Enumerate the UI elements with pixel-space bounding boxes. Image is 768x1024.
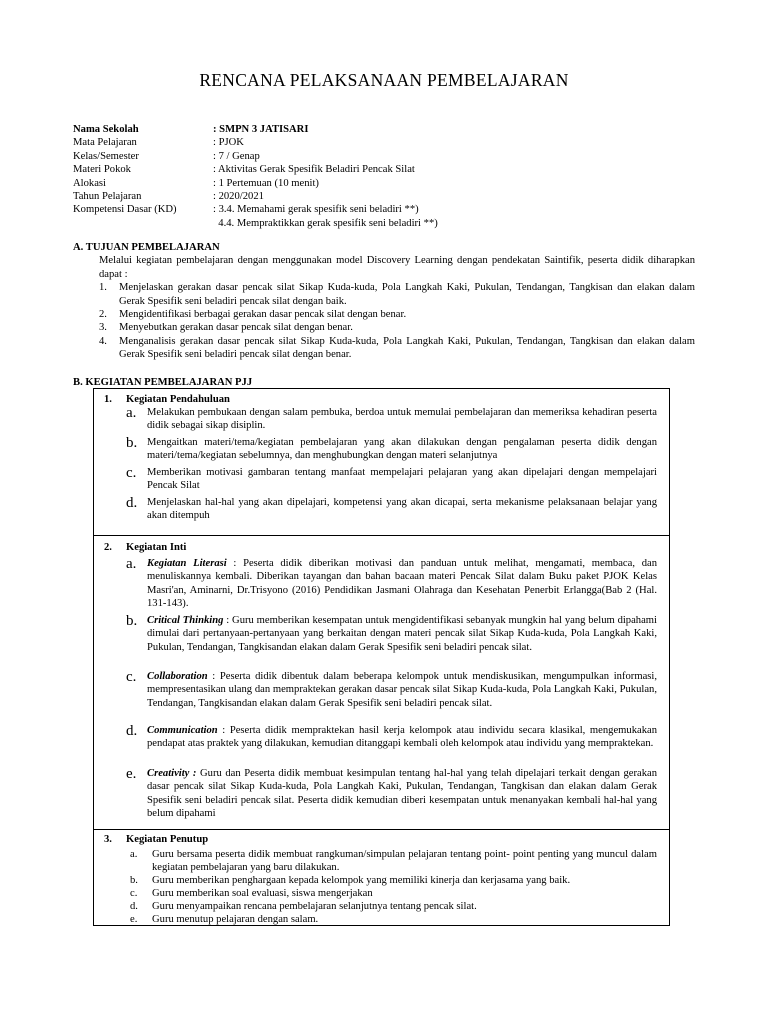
info-label: Nama Sekolah (73, 124, 139, 135)
list-item (126, 406, 657, 433)
item-desc: Guru dan Peserta didik membuat kesimpulan tentang hal-hal yang telah dipelajari terkait dengan gerakan dasar pencak silat Sikap Kuda-kuda, Pola Langkah Kaki, Pukulan, Tendangan, Tangkisan dan elakan dalam Gerak Spesifik seni beladiri pencak silat. Peserta didik kemudian diberi kesempatan untuk menanyakan kembali hal-hal yang belum dipahami (147, 768, 657, 820)
item-letter: c. (126, 669, 137, 685)
cell-heading (104, 833, 208, 846)
document-title: RENCANA PELAKSANAAN PEMBELAJARAN (199, 70, 569, 90)
item-letter: a. (130, 849, 138, 860)
info-label: Mata Pelajaran (73, 137, 137, 149)
info-row (73, 123, 693, 136)
info-label: Kelas/Semester (73, 150, 139, 162)
item-desc: : Peserta didik mempraktekan hasil kerja kelompok atau individu secara klasikal, mengemukakan pendapat atas praktek yang dilakukan, kemudian ditanggapi kembali oleh kelompok atau individu yang mempraktekan. (147, 725, 657, 750)
info-row (73, 203, 693, 216)
item-letter: b. (126, 435, 138, 451)
list-item (126, 874, 657, 887)
list-item (126, 614, 657, 654)
info-value: : SMPN 3 JATISARI (213, 124, 309, 135)
info-row (73, 217, 693, 230)
list-item (126, 670, 657, 710)
item-text: Melakukan pembukaan dengan salam pembuka, berdoa untuk memulai pembelajaran dan memeriksa kehadiran peserta didik sebagai sikap disiplin. (147, 407, 657, 432)
item-key: Communication (147, 725, 218, 736)
item-text: Guru menyampaikan rencana pembelajaran selanjutnya tentang pencak silat. (152, 901, 477, 912)
list-item (126, 913, 657, 926)
list-item (126, 496, 657, 523)
info-value: : PJOK (213, 137, 244, 149)
list-item (126, 887, 657, 900)
item-text (147, 557, 657, 611)
info-row (73, 150, 693, 163)
info-label: Materi Pokok (73, 164, 131, 176)
list-item (126, 724, 657, 751)
info-value: : 2020/2021 (213, 190, 264, 202)
item-letter: e. (130, 914, 138, 925)
info-label (73, 217, 213, 230)
list-item (126, 767, 657, 821)
item-text (147, 724, 657, 751)
table-cell-pendahuluan (93, 388, 670, 536)
list-item (73, 321, 695, 334)
item-letter: a. (126, 405, 137, 421)
item-number: 4. (99, 335, 107, 347)
info-label: Alokasi (73, 177, 106, 189)
item-text: Menyebutkan gerakan dasar pencak silat dengan benar. (119, 322, 353, 334)
item-letter: d. (126, 495, 138, 511)
item-desc: : Peserta didik dibentuk dalam beberapa kelompok untuk mendiskusikan, mengumpulkan informasi, mempresentasikan ulang dan mempraktekan gerakan dasar pencak silat Sikap Kuda-kuda, Pola Langkah Kaki, Pukulan, Tendangan, Tangkisandan elakan dalam Gerak Spesifik seni beladiri pencak silat. (147, 671, 657, 709)
item-text: Mengaitkan materi/tema/kegiatan pembelajaran yang akan dilakukan dengan pengalaman peserta didik dengan materi/tema/kegiatan sebelumnya, dan menghubungkan dengan materi selanjutnya (147, 437, 657, 462)
item-text: Mengidentifikasi berbagai gerakan dasar pencak silat dengan benar. (119, 309, 407, 321)
item-text (147, 767, 657, 821)
item-text: Menjelaskan gerakan dasar pencak silat Sikap Kuda-kuda, Pola Langkah Kaki, Pukulan, Tendangan, Tangkisan dan elakan dalam Gerak Spesifik seni beladiri pencak silat dengan baik. (119, 282, 695, 307)
info-value: : 1 Pertemuan (10 menit) (213, 177, 319, 189)
list-item (73, 308, 695, 321)
list-item (126, 557, 657, 611)
info-value: 4.4. Mempraktikkan gerak spesifik seni beladiri **) (213, 217, 438, 229)
section-heading: A. TUJUAN PEMBELAJARAN (73, 242, 220, 253)
info-label: Tahun Pelajaran (73, 190, 142, 202)
item-key: Collaboration (147, 671, 208, 682)
item-text: Guru menutup pelajaran dengan salam. (152, 914, 319, 925)
cell-heading (104, 393, 230, 406)
cell-number: 3. (104, 834, 112, 845)
item-text (147, 670, 657, 710)
item-letter: d. (126, 723, 138, 739)
item-text: Guru bersama peserta didik membuat rangkuman/simpulan pelajaran tentang point- point penting yang muncul dalam kegiatan pembelajaran yang baru dilakukan. (152, 849, 657, 874)
cell-number: 1. (104, 394, 112, 405)
item-letter: b. (126, 613, 138, 629)
list-item (73, 335, 695, 362)
item-text (147, 614, 657, 654)
item-number: 3. (99, 322, 107, 334)
info-row (73, 190, 693, 203)
list-item (73, 281, 695, 308)
table-cell-inti (93, 536, 670, 830)
cell-title: Kegiatan Pendahuluan (126, 394, 230, 405)
item-key: Creativity : (147, 768, 197, 779)
info-value: : 7 / Genap (213, 150, 260, 162)
identity-table (73, 123, 693, 230)
list-item (126, 900, 657, 913)
item-letter: d. (130, 901, 138, 912)
item-number: 2. (99, 309, 107, 321)
cell-title: Kegiatan Penutup (126, 834, 209, 845)
item-text: Memberikan motivasi gambaran tentang manfaat mempelajari pelajaran yang akan dipelajari dengan mempelajari Pencak Silat (147, 467, 657, 492)
item-number: 1. (99, 282, 107, 294)
info-row (73, 177, 693, 190)
item-letter: a. (126, 556, 137, 572)
item-letter: e. (126, 766, 137, 782)
item-key: Critical Thinking (147, 615, 224, 626)
info-row (73, 163, 693, 176)
info-row (73, 136, 693, 149)
item-text: Guru memberikan penghargaan kepada kelompok yang memiliki kinerja dan kerjasama yang baik. (152, 875, 571, 886)
item-letter: b. (130, 875, 138, 886)
info-value: : Aktivitas Gerak Spesifik Beladiri Pencak Silat (213, 164, 415, 176)
section-intro: Melalui kegiatan pembelajaran dengan menggunakan model Discovery Learning dengan pendekatan Saintifik, peserta didik diharapkan dapat : (99, 255, 695, 280)
list-item (126, 436, 657, 463)
item-letter: c. (126, 465, 137, 481)
item-desc: : Guru memberikan kesempatan untuk mengidentifikasi sebanyak mungkin hal yang belum dipahami dimulai dari pertanyaan-pertanyaan yang berkaitan dengan materi pencak silat Sikap Kuda-kuda, Pola Langkah Kaki, Pukulan, Tendangan, Tangkisandan elakan dalam Gerak Spesifik seni beladiri pencak silat. (147, 615, 657, 653)
item-letter: c. (130, 888, 138, 899)
cell-number: 2. (104, 542, 112, 553)
list-item (126, 848, 657, 875)
item-text: Menjelaskan hal-hal yang akan dipelajari, kompetensi yang akan dicapai, serta mekanisme pelaksanaan belajar yang akan ditempuh (147, 497, 657, 522)
section-tujuan (73, 241, 695, 362)
table-cell-penutup (93, 830, 670, 926)
cell-heading (104, 541, 186, 554)
item-desc: : Peserta didik diberikan motivasi dan panduan untuk melihat, mengamati, membaca, dan menuliskannya kembali. Diberikan tayangan dan bahan bacaan materi Pencak Silat dalam Buku paket PJOK Kelas Masri'an, Aminarni, Dr.Trisyono (2016) Pendidikan Jasmani Olahraga dan Kesehatan Penerbit Erlangga(Bab 2 (Hal. 131-143). (147, 558, 657, 610)
section-heading: B. KEGIATAN PEMBELAJARAN PJJ (73, 377, 253, 388)
item-text: Menganalisis gerakan dasar pencak silat Sikap Kuda-kuda, Pola Langkah Kaki, Pukulan, Tendangan, Tangkisan dan elakan dalam Gerak Spesifik seni beladiri pencak silat dengan benar. (119, 335, 695, 361)
item-text: Guru memberikan soal evaluasi, siswa mengerjakan (152, 888, 373, 899)
info-value: : 3.4. Memahami gerak spesifik seni beladiri **) (213, 204, 419, 216)
list-item (126, 466, 657, 493)
cell-title: Kegiatan Inti (126, 542, 187, 553)
info-label: Kompetensi Dasar (KD) (73, 204, 177, 216)
item-key: Kegiatan Literasi (147, 558, 227, 569)
